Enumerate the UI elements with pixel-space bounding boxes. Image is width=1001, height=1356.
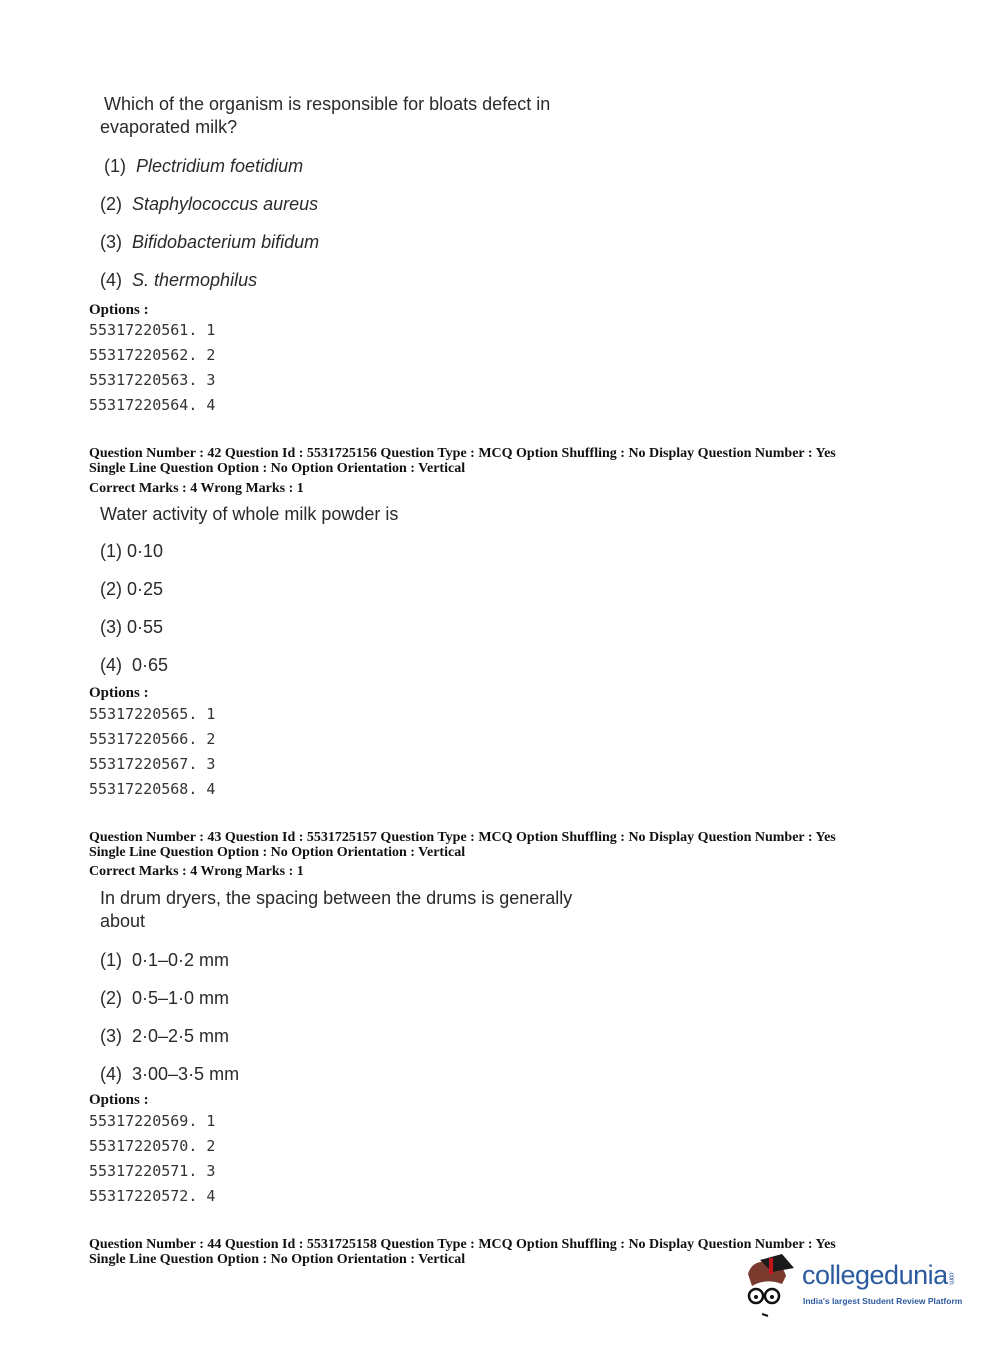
logo-wordmark: collegedunia.com bbox=[802, 1260, 955, 1290]
question-meta: Single Line Question Option : No Option Orientation : Vertical bbox=[89, 1252, 466, 1267]
answer-option: (2) Staphylococcus aureus bbox=[100, 194, 319, 214]
question-meta: Question Number : 44 Question Id : 5531725158 Question Type : MCQ Option Shuffling : No Display Question Number : Yes bbox=[89, 1237, 836, 1252]
option-id: 55317220565. 1 bbox=[89, 705, 216, 723]
answer-option: (2) 0·25 bbox=[100, 579, 164, 599]
option-id: 55317220563. 3 bbox=[89, 371, 216, 389]
option-id: 55317220567. 3 bbox=[89, 755, 216, 773]
question-text: about bbox=[100, 911, 146, 931]
logo-tagline: India's largest Student Review Platform bbox=[803, 1296, 963, 1306]
answer-option: (1) Plectridium foetidium bbox=[104, 156, 304, 176]
answer-option: (4) 0·65 bbox=[100, 655, 169, 675]
question-text: evaporated milk? bbox=[100, 117, 238, 137]
question-meta: Question Number : 43 Question Id : 5531725157 Question Type : MCQ Option Shuffling : No Display Question Number : Yes bbox=[89, 830, 836, 845]
option-id: 55317220564. 4 bbox=[89, 396, 216, 414]
answer-option: (4) S. thermophilus bbox=[100, 270, 258, 290]
answer-option: (3) 2·0–2·5 mm bbox=[100, 1026, 230, 1046]
question-text: Water activity of whole milk powder is bbox=[100, 504, 399, 524]
question-meta: Single Line Question Option : No Option Orientation : Vertical bbox=[89, 845, 466, 860]
option-id: 55317220571. 3 bbox=[89, 1162, 216, 1180]
option-id: 55317220566. 2 bbox=[89, 730, 216, 748]
options-label: Options : bbox=[89, 1092, 149, 1108]
answer-option: (3) 0·55 bbox=[100, 617, 164, 637]
collegedunia-logo bbox=[742, 1254, 972, 1318]
question-text: Which of the organism is responsible for bloats defect in bbox=[104, 94, 551, 114]
option-id: 55317220562. 2 bbox=[89, 346, 216, 364]
answer-option: (3) Bifidobacterium bifidum bbox=[100, 232, 320, 252]
answer-option: (1) 0·10 bbox=[100, 541, 164, 561]
question-text: In drum dryers, the spacing between the drums is generally bbox=[100, 888, 573, 908]
options-label: Options : bbox=[89, 302, 149, 318]
question-meta: Single Line Question Option : No Option Orientation : Vertical bbox=[89, 461, 466, 476]
options-label: Options : bbox=[89, 685, 149, 701]
option-id: 55317220572. 4 bbox=[89, 1187, 216, 1205]
question-marks: Correct Marks : 4 Wrong Marks : 1 bbox=[89, 481, 304, 496]
question-marks: Correct Marks : 4 Wrong Marks : 1 bbox=[89, 864, 304, 879]
option-id: 55317220561. 1 bbox=[89, 321, 216, 339]
option-id: 55317220568. 4 bbox=[89, 780, 216, 798]
option-id: 55317220569. 1 bbox=[89, 1112, 216, 1130]
answer-option: (2) 0·5–1·0 mm bbox=[100, 988, 230, 1008]
answer-option: (4) 3·00–3·5 mm bbox=[100, 1064, 240, 1084]
mascot-icon bbox=[742, 1254, 802, 1318]
answer-option: (1) 0·1–0·2 mm bbox=[100, 950, 230, 970]
question-meta: Question Number : 42 Question Id : 5531725156 Question Type : MCQ Option Shuffling : No Display Question Number : Yes bbox=[89, 446, 836, 461]
option-id: 55317220570. 2 bbox=[89, 1137, 216, 1155]
